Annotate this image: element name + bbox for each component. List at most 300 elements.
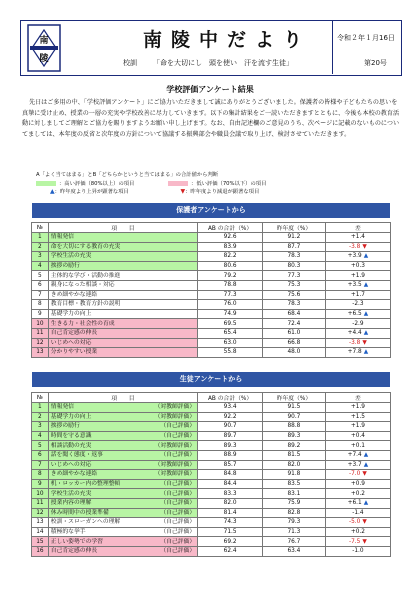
down-triangle-icon: ▼ (362, 471, 367, 478)
table-row (32, 242, 391, 252)
table-row (32, 338, 391, 348)
difference-number: +0.1 (350, 442, 365, 449)
difference-value (325, 309, 390, 319)
difference-value (325, 233, 390, 243)
up-triangle-icon: ▲ (363, 500, 369, 507)
last-year-value: 83.1 (262, 489, 325, 499)
difference-value (325, 498, 390, 508)
row-item (48, 261, 197, 271)
difference-value (325, 537, 390, 547)
row-number: 6 (32, 280, 49, 290)
row-number: 4 (32, 261, 49, 271)
row-item (48, 508, 197, 518)
difference-value (325, 441, 390, 451)
row-item (48, 450, 197, 460)
row-item (48, 403, 197, 413)
last-year-value: 87.7 (262, 242, 325, 252)
item-label: 挨拶の励行 (50, 423, 80, 430)
item-label: 情報発信 (50, 404, 74, 411)
ab-total-value: 77.3 (198, 290, 263, 300)
item-label: 基礎学力の向上 (50, 413, 92, 420)
last-year-value: 91.8 (262, 470, 325, 480)
row-number: 3 (32, 252, 49, 262)
issue-number: 第20号 (364, 59, 387, 67)
difference-value (325, 470, 390, 480)
up-triangle-icon: ▲ (363, 349, 369, 356)
legend-box (30, 169, 392, 195)
row-item (48, 479, 197, 489)
last-year-value: 89.3 (262, 431, 325, 441)
parents-survey-banner: 保護者アンケートから (32, 203, 390, 218)
table-header-row (32, 393, 391, 403)
difference-value (325, 280, 390, 290)
item-label: 命を大切にする教育の充実 (50, 243, 121, 250)
difference-value (325, 508, 390, 518)
last-year-value: 80.3 (262, 261, 325, 271)
ab-total-value: 74.3 (198, 518, 263, 528)
table-row (32, 319, 391, 329)
col-no: № (32, 393, 49, 403)
ab-total-value: 82.0 (198, 498, 263, 508)
article-body: 先日はご多用の中、「学校評価アンケート」にご協力いただきまして誠にありがとうございました。保護者の皆様や子どもたちの思いを真摯に受け止め、授業の一層の充実や学校改善に尽力していきます。以下の集計結果をご一読いただきますとともに、今後も本校の教育活動に対しましてご理解とご協力を賜りますようお願い申し上げます。なお、自由記述欄のご意見のうち、次ページに記載のないものについてましては、本年度の反省と次年度の方針について協議する振興部会や職員会議で取り上げ、検討させていただきます。 (22, 99, 400, 138)
difference-number: +3.7 (347, 461, 362, 468)
down-triangle-icon: ▼ (362, 339, 367, 346)
last-year-value: 78.3 (262, 300, 325, 310)
last-year-value: 91.2 (262, 233, 325, 243)
table-row (32, 233, 391, 243)
row-item (48, 319, 197, 329)
item-category: （自己評価） (160, 452, 196, 459)
row-item (48, 338, 197, 348)
difference-number: -2.9 (352, 320, 364, 327)
col-difference: 差 (325, 223, 390, 233)
table-row (32, 537, 391, 547)
row-item (48, 290, 197, 300)
item-label: 休み時間中の授業準備 (50, 509, 109, 516)
last-year-value: 91.5 (262, 403, 325, 413)
item-label: いじめへの対応 (50, 339, 92, 346)
up-triangle-icon: ▲ (363, 253, 369, 260)
row-item (48, 348, 197, 358)
row-item (48, 460, 197, 470)
ab-total-value: 85.7 (198, 460, 263, 470)
row-number: 5 (32, 441, 49, 451)
item-label: 時間を守る意識 (50, 433, 92, 440)
table-row (32, 261, 391, 271)
ab-total-value: 69.2 (198, 537, 263, 547)
last-year-value: 71.3 (262, 527, 325, 537)
last-year-value: 82.0 (262, 460, 325, 470)
ab-total-value: 82.2 (198, 252, 263, 262)
last-year-value: 78.3 (262, 252, 325, 262)
difference-number: +7.4 (347, 452, 362, 459)
difference-value (325, 422, 390, 432)
difference-number: +6.5 (347, 311, 362, 318)
header-divider (332, 21, 333, 74)
difference-number: +1.4 (350, 234, 365, 241)
ab-total-value: 83.3 (198, 489, 263, 499)
item-category: （自己評価） (160, 519, 196, 526)
table-row (32, 460, 391, 470)
students-results-table (31, 392, 391, 557)
row-item (48, 527, 197, 537)
table-row (32, 290, 391, 300)
difference-value (325, 319, 390, 329)
difference-number: +0.3 (350, 263, 365, 270)
item-label: 挨拶の励行 (50, 263, 80, 270)
legend-down-label: ：昨年度より減退が顕著な項目 (185, 189, 260, 195)
ab-total-value: 69.5 (198, 319, 263, 329)
motto-label: 校訓 (123, 59, 137, 67)
row-number: 15 (32, 537, 49, 547)
item-label: 学校生活の充実 (50, 490, 92, 497)
row-item (48, 309, 197, 319)
last-year-value: 61.0 (262, 328, 325, 338)
row-item (48, 280, 197, 290)
item-label: 学校生活の充実 (50, 253, 92, 260)
row-number: 10 (32, 319, 49, 329)
item-category: （自己評価） (160, 548, 196, 555)
down-triangle-icon: ▼ (362, 538, 367, 545)
table-row (32, 300, 391, 310)
last-year-value: 79.3 (262, 518, 325, 528)
table-header-row (32, 223, 391, 233)
table-row (32, 498, 391, 508)
svg-text:陵: 陵 (39, 54, 49, 64)
ab-total-value: 80.6 (198, 261, 263, 271)
legend-low-swatch (168, 181, 188, 186)
ab-total-value: 76.0 (198, 300, 263, 310)
item-category: （自己評価） (160, 500, 196, 507)
row-item (48, 412, 197, 422)
difference-number: -7.5 (349, 538, 361, 545)
item-label: 分かりやすい授業 (50, 349, 98, 356)
last-year-value: 48.0 (262, 348, 325, 358)
table-row (32, 527, 391, 537)
difference-value (325, 252, 390, 262)
row-item (48, 300, 197, 310)
difference-number: +1.5 (350, 413, 365, 420)
difference-value (325, 338, 390, 348)
item-label: きめ細やかな連絡 (50, 291, 98, 298)
difference-value (325, 450, 390, 460)
svg-text:南: 南 (39, 36, 49, 46)
up-triangle-icon: ▲ (363, 282, 369, 289)
issue-date: 令和２年１月16日 (337, 34, 395, 42)
row-number: 5 (32, 271, 49, 281)
last-year-value: 82.8 (262, 508, 325, 518)
row-item (48, 489, 197, 499)
last-year-value: 77.3 (262, 271, 325, 281)
parents-results-table (31, 222, 391, 358)
difference-number: -5.0 (349, 519, 361, 526)
difference-value (325, 403, 390, 413)
difference-number: -3.8 (349, 339, 361, 346)
row-number: 8 (32, 300, 49, 310)
item-label: 自己肯定感の伸長 (50, 548, 98, 555)
row-number: 16 (32, 546, 49, 556)
ab-total-value: 84.4 (198, 479, 263, 489)
col-ab-total: AB の合計（%） (198, 223, 263, 233)
difference-number: +6.1 (347, 500, 362, 507)
item-label: 生きる力・社会性の育成 (50, 320, 115, 327)
up-triangle-icon: ▲ (363, 452, 369, 459)
difference-value (325, 290, 390, 300)
col-ab-total: AB の合計（%） (198, 393, 263, 403)
ab-total-value: 71.5 (198, 527, 263, 537)
difference-value (325, 489, 390, 499)
table-row (32, 518, 391, 528)
ab-total-value: 81.4 (198, 508, 263, 518)
table-row (32, 546, 391, 556)
school-motto: 「命を大切にし 頭を使い 汗を流す生徒」 (153, 59, 293, 67)
row-item (48, 537, 197, 547)
col-no: № (32, 223, 49, 233)
difference-number: +0.2 (350, 490, 365, 497)
row-number: 6 (32, 450, 49, 460)
ab-total-value: 92.2 (198, 412, 263, 422)
item-label: 積極的な挙手 (50, 529, 86, 536)
difference-value (325, 527, 390, 537)
students-survey-banner: 生徒アンケートから (32, 372, 390, 387)
difference-value (325, 479, 390, 489)
table-row (32, 422, 391, 432)
school-emblem-logo (27, 24, 61, 72)
row-number: 3 (32, 422, 49, 432)
difference-number: +3.9 (347, 253, 362, 260)
item-label: 基礎学力の向上 (50, 311, 92, 318)
row-item (48, 422, 197, 432)
item-label: きめ細やかな連絡 (50, 471, 98, 478)
up-triangle-icon: ▲ (50, 188, 55, 195)
difference-value (325, 271, 390, 281)
table-row (32, 431, 391, 441)
difference-number: +4.4 (347, 330, 362, 337)
difference-value (325, 412, 390, 422)
row-number: 13 (32, 348, 49, 358)
item-label: 主体的な学び・活動の推進 (50, 272, 121, 279)
table-row (32, 252, 391, 262)
up-triangle-icon: ▲ (363, 311, 369, 318)
item-label: いじめへの対応 (50, 461, 92, 468)
difference-number: -2.3 (352, 301, 364, 308)
down-triangle-icon: ▼ (180, 188, 186, 195)
col-last-year: 昨年度（%） (262, 393, 325, 403)
table-row (32, 479, 391, 489)
item-label: 教育目標・教育方針の説明 (50, 301, 121, 308)
ab-total-value: 79.2 (198, 271, 263, 281)
difference-number: -3.8 (349, 243, 361, 250)
last-year-value: 75.3 (262, 280, 325, 290)
item-label: 校訓・スローガンへの理解 (50, 519, 121, 526)
item-category: （自己評価） (160, 490, 196, 497)
difference-number: +0.2 (350, 529, 365, 536)
item-category: （対教師評価） (154, 461, 196, 468)
row-number: 11 (32, 498, 49, 508)
row-number: 9 (32, 309, 49, 319)
ab-total-value: 74.9 (198, 309, 263, 319)
difference-number: +0.4 (350, 433, 365, 440)
last-year-value: 68.4 (262, 309, 325, 319)
last-year-value: 75.9 (262, 498, 325, 508)
difference-number: -1.4 (352, 509, 364, 516)
col-item: 項 目 (48, 393, 197, 403)
item-category: （自己評価） (160, 538, 196, 545)
table-row (32, 450, 391, 460)
difference-number: -1.0 (352, 548, 364, 555)
difference-value (325, 518, 390, 528)
difference-value (325, 328, 390, 338)
legend-low-label: ：低い評価（70%以下）の項目 (191, 181, 267, 187)
item-category: （自己評価） (160, 433, 196, 440)
last-year-value: 63.4 (262, 546, 325, 556)
row-number: 14 (32, 527, 49, 537)
row-number: 10 (32, 489, 49, 499)
col-difference: 差 (325, 393, 390, 403)
table-row (32, 280, 391, 290)
last-year-value: 89.2 (262, 441, 325, 451)
ab-total-value: 78.8 (198, 280, 263, 290)
difference-number: +0.9 (350, 481, 365, 488)
item-label: 相談活動の充実 (50, 442, 92, 449)
difference-number: +1.9 (350, 272, 365, 279)
row-item (48, 242, 197, 252)
row-number: 2 (32, 412, 49, 422)
difference-number: +3.5 (347, 282, 362, 289)
ab-total-value: 90.7 (198, 422, 263, 432)
legend-high-swatch (36, 181, 56, 186)
newsletter-title: 南陵中だより (143, 29, 312, 51)
item-category: （対教師評価） (154, 471, 196, 478)
ab-total-value: 89.7 (198, 431, 263, 441)
last-year-value: 81.5 (262, 450, 325, 460)
difference-number: +1.9 (350, 423, 365, 430)
item-label: 話を聞く態度・返事 (50, 452, 103, 459)
difference-number: +7.8 (347, 349, 362, 356)
row-item (48, 441, 197, 451)
row-item (48, 328, 197, 338)
row-number: 9 (32, 479, 49, 489)
last-year-value: 83.5 (262, 479, 325, 489)
last-year-value: 72.4 (262, 319, 325, 329)
table-row (32, 348, 391, 358)
item-category: （自己評価） (160, 529, 196, 536)
row-item (48, 518, 197, 528)
row-number: 13 (32, 518, 49, 528)
ab-total-value: 62.4 (198, 546, 263, 556)
table-row (32, 441, 391, 451)
legend-color-row (36, 179, 266, 187)
table-row (32, 403, 391, 413)
difference-value (325, 300, 390, 310)
table-row (32, 508, 391, 518)
down-triangle-icon: ▼ (362, 243, 367, 250)
item-category: （対教師評価） (154, 413, 196, 420)
ab-total-value: 84.8 (198, 470, 263, 480)
difference-value (325, 348, 390, 358)
item-label: 正しい姿勢での学習 (50, 538, 103, 545)
ab-total-value: 89.3 (198, 441, 263, 451)
item-category: （自己評価） (160, 423, 196, 430)
item-category: （自己評価） (160, 509, 196, 516)
item-label: 自己肯定感の伸長 (50, 330, 98, 337)
legend-up-label: ：昨年度より上昇が顕著な項目 (54, 189, 129, 195)
ab-total-value: 65.4 (198, 328, 263, 338)
row-number: 12 (32, 508, 49, 518)
legend-trend-row (36, 187, 259, 195)
col-item: 項 目 (48, 223, 197, 233)
row-number: 4 (32, 431, 49, 441)
difference-value (325, 546, 390, 556)
item-label: 親身になった相談・対応 (50, 282, 115, 289)
ab-total-value: 93.4 (198, 403, 263, 413)
table-row (32, 470, 391, 480)
ab-total-value: 92.6 (198, 233, 263, 243)
difference-value (325, 431, 390, 441)
row-number: 11 (32, 328, 49, 338)
table-row (32, 412, 391, 422)
row-number: 12 (32, 338, 49, 348)
row-number: 7 (32, 290, 49, 300)
row-number: 7 (32, 460, 49, 470)
row-number: 1 (32, 233, 49, 243)
last-year-value: 90.7 (262, 412, 325, 422)
last-year-value: 66.8 (262, 338, 325, 348)
item-label: 机・ロッカー内の整理整頓 (50, 481, 121, 488)
row-item (48, 233, 197, 243)
row-item (48, 546, 197, 556)
ab-total-value: 55.8 (198, 348, 263, 358)
difference-value (325, 460, 390, 470)
last-year-value: 76.7 (262, 537, 325, 547)
item-category: （自己評価） (160, 481, 196, 488)
row-item (48, 252, 197, 262)
item-label: 授業内容の理解 (50, 500, 92, 507)
legend-high-label: ：高い評価（80%以上）の項目 (59, 181, 135, 187)
down-triangle-icon: ▼ (362, 519, 367, 526)
row-item (48, 470, 197, 480)
difference-value (325, 242, 390, 252)
table-row (32, 328, 391, 338)
last-year-value: 75.6 (262, 290, 325, 300)
legend-criteria: A「よく当てはまる」とB「どちらかというと当てはまる」の合計値から判断 (36, 172, 219, 178)
table-row (32, 489, 391, 499)
table-row (32, 309, 391, 319)
difference-number: -7.0 (349, 471, 361, 478)
item-category: （対教師評価） (154, 442, 196, 449)
item-label: 情報発信 (50, 234, 74, 241)
row-number: 2 (32, 242, 49, 252)
ab-total-value: 63.0 (198, 338, 263, 348)
difference-number: +1.7 (350, 291, 365, 298)
difference-value (325, 261, 390, 271)
last-year-value: 88.8 (262, 422, 325, 432)
item-category: （対教師評価） (154, 404, 196, 411)
difference-number: +1.9 (350, 404, 365, 411)
article-heading: 学校評価アンケート結果 (166, 85, 254, 94)
row-number: 8 (32, 470, 49, 480)
ab-total-value: 83.9 (198, 242, 263, 252)
newsletter-header (20, 20, 402, 76)
up-triangle-icon: ▲ (363, 461, 369, 468)
row-item (48, 431, 197, 441)
col-last-year: 昨年度（%） (262, 223, 325, 233)
up-triangle-icon: ▲ (363, 330, 369, 337)
table-row (32, 271, 391, 281)
row-number: 1 (32, 403, 49, 413)
ab-total-value: 88.9 (198, 450, 263, 460)
row-item (48, 271, 197, 281)
